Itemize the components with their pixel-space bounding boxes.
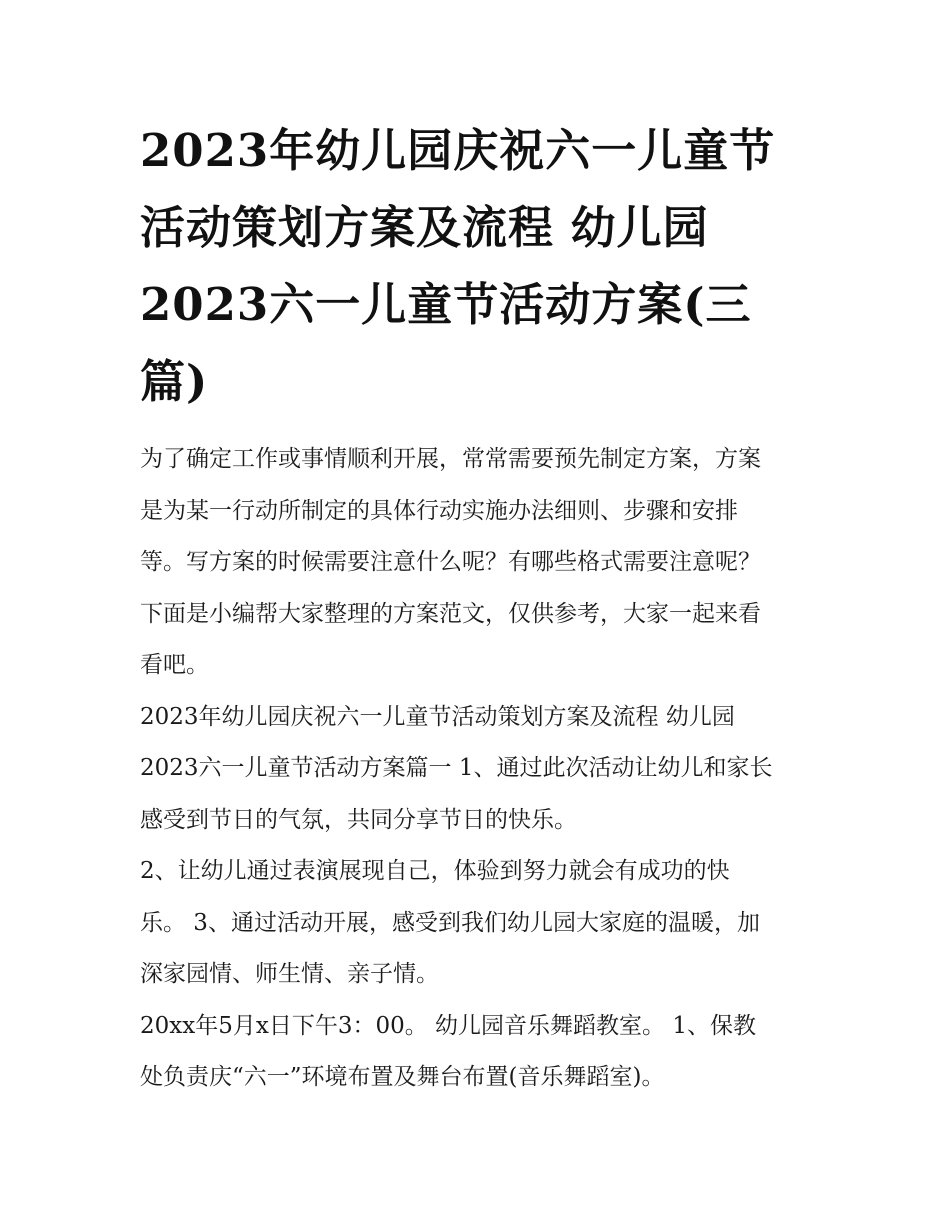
text-line: 2023年幼儿园庆祝六一儿童节活动策划方案及流程 幼儿园 [140, 703, 735, 730]
text-line: 乐。 3、通过活动开展，感受到我们幼儿园大家庭的温暖，加 [140, 909, 760, 936]
document-title [140, 112, 820, 420]
text-line: 等。写方案的时候需要注意什么呢？有哪些格式需要注意呢？ [140, 549, 761, 575]
intro-paragraph [140, 434, 820, 692]
title-line: 活动策划方案及流程 幼儿园 [140, 201, 709, 254]
schedule-paragraph [140, 1001, 820, 1104]
text-line: 20xx年5月x日下午3：00。 幼儿园音乐舞蹈教室。 1、保教 [140, 1012, 756, 1039]
goals-paragraph [140, 846, 820, 1001]
section-paragraph [140, 692, 820, 847]
title-line: 2023年幼儿园庆祝六一儿童节 [140, 124, 776, 177]
text-line: 下面是小编帮大家整理的方案范文，仅供参考，大家一起来看 [140, 600, 761, 627]
text-line: 2023六一儿童节活动方案篇一 1、通过此次活动让幼儿和家长 [140, 755, 773, 781]
text-line: 为了确定工作或事情顺利开展，常常需要预先制定方案，方案 [140, 446, 761, 472]
text-line: 看吧。 [140, 652, 209, 678]
title-line: 2023六一儿童节活动方案(三 [140, 278, 752, 331]
text-line: 2、让幼儿通过表演展现自己，体验到努力就会有成功的快 [140, 858, 730, 884]
title-line: 篇) [140, 355, 209, 408]
text-line: 感受到节日的气氛，共同分享节日的快乐。 [140, 806, 577, 833]
text-line: 处负责庆“六一”环境布置及舞台布置(音乐舞蹈室)。 [140, 1064, 665, 1090]
text-line: 深家园情、师生情、亲子情。 [140, 961, 439, 987]
text-line: 是为某一行动所制定的具体行动实施办法细则、步骤和安排 [140, 497, 738, 524]
document-body [140, 434, 820, 1104]
